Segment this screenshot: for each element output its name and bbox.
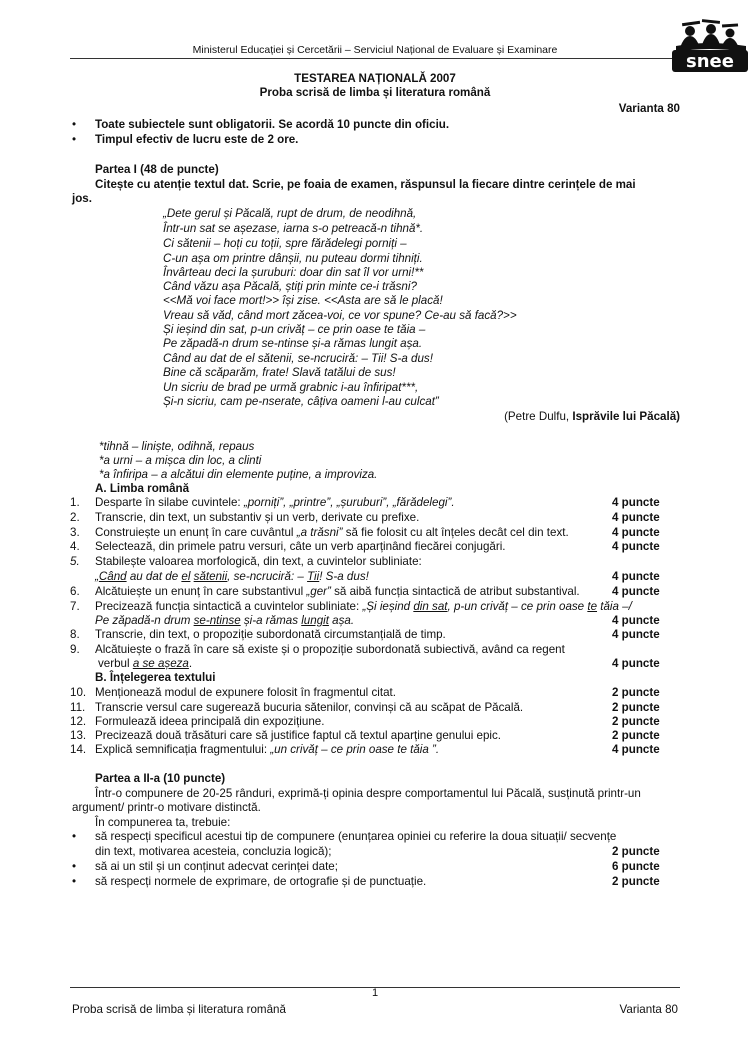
snee-logo (668, 18, 750, 76)
poem-line: Un sicriu de brad pe urmă grabnic i-au înfiripat***, (163, 381, 419, 394)
criterion-points: 2 puncte (612, 875, 660, 888)
poem-line: Când au dat de el sătenii, se-ncruciră: – Tii! S-a dus! (163, 352, 433, 365)
part2-intro-cont: argument/ printr-o motivare distinctă. (72, 801, 261, 814)
logo-text: snee (686, 51, 734, 72)
part2-criterion: să respecți normele de exprimare, de ortografie și de punctuație. (95, 875, 427, 888)
part1-instruction-cont: jos. (72, 192, 92, 205)
question-points: 2 puncte (612, 686, 660, 699)
poem-line: <<Mă voi face mort!>> își zise. <<Asta are să le placă! (163, 294, 443, 307)
part1-instruction: Citește cu atenție textul dat. Scrie, pe foaia de examen, răspunsul la fiecare dintre cerințele de mai (95, 178, 636, 191)
question-number: 14. (70, 743, 87, 756)
question-text: Desparte în silabe cuvintele: „porniți”, „printre”, „șuruburi”, „fărădelegi”. (95, 496, 455, 509)
question-number: 1. (70, 496, 80, 509)
poem-line: Într-un sat se așezase, iarna s-o petreacă-n tihnă*. (163, 222, 424, 235)
part2-criterion: să respecți specificul acestui tip de compunere (enunțarea opiniei cu referire la doua situații/ secvențe (95, 830, 617, 843)
bullet-icon: • (72, 133, 77, 146)
poem-line: Ci sătenii – hoți cu toții, spre fărădelegi porniți – (163, 237, 407, 250)
question-text: Transcrie, din text, un substantiv și un verb, derivate cu prefixe. (95, 511, 420, 524)
question-number: 12. (70, 715, 87, 728)
bullet-icon: • (72, 830, 77, 843)
criterion-points: 6 puncte (612, 860, 660, 873)
question-points: 4 puncte (612, 496, 660, 509)
question-text: Construiește un enunț în care cuvântul „a trăsni” să fie folosit cu alt înțeles decât cel din text. (95, 526, 569, 539)
question-points: 4 puncte (612, 657, 660, 670)
question-text: Alcătuiește un enunț în care substantivul „ger” să aibă funcția sintactică de atribut substantival. (95, 585, 580, 598)
question-text: Precizează două trăsături care să justifice faptul că textul aparține genului epic. (95, 729, 502, 742)
question-points: 2 puncte (612, 715, 660, 728)
question-points: 2 puncte (612, 701, 660, 714)
part2-intro: Într-o compunere de 20-25 rânduri, exprimă-ți opinia despre comportamentul lui Păcală, susținută printr-un (95, 787, 641, 800)
footer-variant: Varianta 80 (619, 1003, 678, 1016)
question-number: 5. (70, 555, 80, 568)
poem-source: (Petre Dulfu, Isprăvile lui Păcală) (504, 410, 680, 423)
question-points: 4 puncte (612, 585, 660, 598)
part2-criterion: să ai un stil și un conținut adecvat cerinței date; (95, 860, 338, 873)
footnote: *tihnă – liniște, odihnă, repaus (99, 440, 255, 453)
question-points: 4 puncte (612, 511, 660, 524)
footer-subject: Proba scrisă de limba și literatura română (72, 1003, 286, 1016)
question-points: 4 puncte (612, 526, 660, 539)
question-number: 8. (70, 628, 80, 641)
question-text: Alcătuiește o frază în care să existe și o propoziție subordonată subiectivă, având ca regent (95, 643, 565, 656)
poem-line: Când văzu așa Păcală, știți prin minte ce-i trăsni? (163, 280, 417, 293)
question-points: 4 puncte (612, 614, 660, 627)
question-text-cont: verbul a se așeza. (98, 657, 193, 670)
question-text: Selectează, din primele patru versuri, câte un verb aparținând fiecărei conjugări. (95, 540, 506, 553)
question-points: 4 puncte (612, 628, 660, 641)
variant-label: Varianta 80 (618, 102, 680, 115)
poem-line: Pe zăpadă-n drum se-ntinse și-a rămas lungit așa. (163, 337, 423, 350)
rule-item: Timpul efectiv de lucru este de 2 ore. (95, 133, 299, 146)
question-quote: „Când au dat de el sătenii, se-ncruciră: – Tii! S-a dus! (95, 570, 369, 583)
question-number: 13. (70, 729, 87, 742)
question-number: 3. (70, 526, 80, 539)
question-number: 4. (70, 540, 80, 553)
question-text: Formulează ideea principală din expozițiune. (95, 715, 325, 728)
part2-criterion-cont: din text, motivarea acesteia, concluzia logică); (95, 845, 332, 858)
criterion-points: 2 puncte (612, 845, 660, 858)
page-number: 1 (371, 987, 379, 999)
question-text: Explică semnificația fragmentului: „un crivăț – ce prin oase te tăia ”. (95, 743, 440, 756)
question-text: Transcrie, din text, o propoziție subordonată circumstanțială de timp. (95, 628, 446, 641)
question-number: 10. (70, 686, 87, 699)
poem-line: Învârteau deci la șuruburi: doar din sat îl vor urni!** (163, 266, 424, 279)
question-text: Menționează modul de expunere folosit în fragmentul citat. (95, 686, 396, 699)
poem-line: Vreau să văd, când mort zăcea-voi, ce vor spune? Ce-au să facă?>> (163, 309, 517, 322)
question-text: Precizează funcția sintactică a cuvintelor subliniate: „Și ieșind din sat, p-un crivăț – ce prin oase te tăia –/ (95, 600, 632, 613)
bullet-icon: • (72, 860, 77, 873)
poem-line: „Dete gerul și Păcală, rupt de drum, de neodihnă, (163, 207, 417, 220)
question-quote: Pe zăpadă-n drum se-ntinse și-a rămas lungit așa. (95, 614, 355, 627)
question-text: Stabilește valoarea morfologică, din text, a cuvintelor subliniate: (95, 555, 422, 568)
footnote: *a înfiripa – a alcătui din elemente puține, a improviza. (99, 468, 378, 481)
poem-line: Și ieșind din sat, p-un crivăț – ce prin oase te tăia – (163, 323, 426, 336)
question-points: 4 puncte (612, 540, 660, 553)
section-a-title: A. Limba română (95, 482, 190, 495)
section-b-title: B. Înțelegerea textului (95, 671, 216, 684)
question-points: 2 puncte (612, 729, 660, 742)
ministry-header: Ministerul Educației și Cercetării – Serviciul Național de Evaluare și Examinare (192, 44, 558, 56)
footnote: *a urni – a mișca din loc, a clinti (99, 454, 262, 467)
part2-title: Partea a II-a (10 puncte) (95, 772, 226, 785)
question-points: 4 puncte (612, 743, 660, 756)
question-number: 9. (70, 643, 80, 656)
question-points: 4 puncte (612, 570, 660, 583)
part1-title: Partea I (48 de puncte) (95, 163, 219, 176)
poem-line: C-un așa om printre dânșii, nu puteau dormi tihniți. (163, 252, 423, 265)
part2-intro-list: În compunerea ta, trebuie: (95, 816, 231, 829)
rule-item: Toate subiectele sunt obligatorii. Se acordă 10 puncte din oficiu. (95, 118, 450, 131)
poem-line: Și-n sicriu, cam pe-nserate, câțiva oameni l-au culcat” (163, 395, 439, 408)
bullet-icon: • (72, 875, 77, 888)
question-number: 7. (70, 600, 80, 613)
bullet-icon: • (72, 118, 77, 131)
question-number: 11. (70, 701, 86, 714)
exam-subtitle: Proba scrisă de limba și literatura română (259, 86, 491, 99)
question-number: 2. (70, 511, 80, 524)
poem-line: Bine că scăparăm, frate! Slavă tatălui de sus! (163, 366, 396, 379)
header-rule (70, 58, 680, 59)
exam-title: TESTAREA NAȚIONALĂ 2007 (294, 72, 456, 85)
question-text: Transcrie versul care sugerează bucuria sătenilor, convinși că au scăpat de Păcală. (95, 701, 524, 714)
question-number: 6. (70, 585, 80, 598)
